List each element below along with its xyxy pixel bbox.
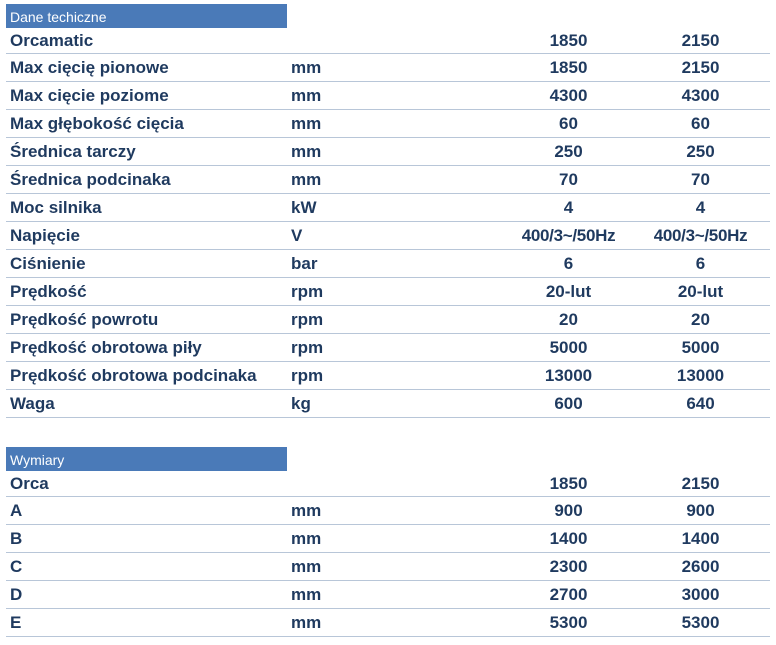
- row-value-model-1: 2300: [549, 557, 588, 576]
- row-value-model-2: 900: [686, 501, 715, 520]
- row-label: Waga: [10, 394, 55, 413]
- table-row: [6, 166, 770, 194]
- table-row: [6, 110, 770, 138]
- row-label: B: [10, 529, 23, 548]
- table-row: [6, 390, 770, 418]
- row-label: Max głębokość cięcia: [10, 114, 184, 133]
- row-label: Średnica tarczy: [10, 142, 136, 161]
- row-unit: kg: [291, 394, 311, 413]
- row-value-model-2: 4300: [681, 86, 720, 105]
- row-value-model-1: 1850: [549, 474, 588, 493]
- row-value-model-1: 20-lut: [545, 282, 592, 301]
- row-value-model-2: 3000: [681, 585, 720, 604]
- row-unit: mm: [291, 585, 322, 604]
- table-row: [6, 525, 770, 553]
- row-value-model-1: 4300: [549, 86, 588, 105]
- row-value-model-1: 6: [563, 254, 574, 273]
- dimensions-section: [6, 447, 770, 637]
- row-label: Prędkość obrotowa podcinaka: [10, 366, 257, 385]
- tech-specs-table: [6, 28, 770, 418]
- table-row: [6, 82, 770, 110]
- row-value-model-2: 6: [695, 254, 706, 273]
- row-unit: mm: [291, 86, 322, 105]
- row-value-model-1: 13000: [544, 366, 593, 385]
- table-row: [6, 581, 770, 609]
- row-label: Max cięcię pionowe: [10, 58, 169, 77]
- row-value-model-1: 4: [563, 198, 574, 217]
- row-value-model-2: 2150: [681, 31, 720, 50]
- row-value-model-2: 400/3~/50Hz: [653, 226, 748, 245]
- row-label: Orcamatic: [10, 31, 94, 50]
- row-label: Napięcie: [10, 226, 80, 245]
- table-row: [6, 362, 770, 390]
- row-value-model-2: 250: [686, 142, 715, 161]
- table-row: [6, 138, 770, 166]
- table-row: [6, 306, 770, 334]
- row-unit: rpm: [291, 310, 324, 329]
- table-row: [6, 194, 770, 222]
- row-label: A: [10, 501, 23, 520]
- row-value-model-1: 600: [554, 394, 583, 413]
- table-row: [6, 278, 770, 306]
- row-value-model-2: 5000: [681, 338, 720, 357]
- row-unit: rpm: [291, 338, 324, 357]
- row-value-model-2: 20: [691, 310, 710, 329]
- tech-specs-section: [6, 4, 770, 418]
- row-label: Ciśnienie: [10, 254, 86, 273]
- row-label: C: [10, 557, 23, 576]
- row-value-model-1: 70: [559, 170, 578, 189]
- table-row: [6, 609, 770, 637]
- table-row: [6, 222, 770, 250]
- row-value-model-1: 60: [559, 114, 578, 133]
- row-value-model-2: 640: [686, 394, 715, 413]
- row-unit: mm: [291, 557, 322, 576]
- tech-specs-header: Dane techiczne: [6, 4, 287, 28]
- row-value-model-2: 70: [691, 170, 710, 189]
- row-unit: kW: [291, 198, 317, 217]
- row-unit: mm: [291, 529, 322, 548]
- row-unit: mm: [291, 613, 322, 632]
- row-unit: bar: [291, 254, 318, 273]
- row-unit: V: [291, 226, 303, 245]
- row-value-model-2: 13000: [676, 366, 725, 385]
- row-value-model-2: 5300: [681, 613, 720, 632]
- dimensions-header: Wymiary: [6, 447, 287, 471]
- table-row: [6, 334, 770, 362]
- row-value-model-2: 2150: [681, 58, 720, 77]
- row-value-model-1: 1400: [549, 529, 588, 548]
- row-label: D: [10, 585, 23, 604]
- row-value-model-1: 5000: [549, 338, 588, 357]
- row-value-model-1: 1850: [549, 31, 588, 50]
- table-row: [6, 553, 770, 581]
- row-label: Średnica podcinaka: [10, 170, 171, 189]
- table-row: [6, 28, 770, 54]
- row-unit: mm: [291, 114, 322, 133]
- row-value-model-1: 1850: [549, 58, 588, 77]
- row-unit: mm: [291, 58, 322, 77]
- row-value-model-2: 2150: [681, 474, 720, 493]
- row-unit: rpm: [291, 366, 324, 385]
- table-row: [6, 54, 770, 82]
- table-row: [6, 471, 770, 497]
- row-unit: rpm: [291, 282, 324, 301]
- row-value-model-2: 20-lut: [677, 282, 724, 301]
- dimensions-table: [6, 471, 770, 637]
- row-label: Max cięcie poziome: [10, 86, 169, 105]
- row-label: Prędkość: [10, 282, 87, 301]
- table-row: [6, 250, 770, 278]
- row-value-model-1: 400/3~/50Hz: [521, 226, 616, 245]
- row-label: Prędkość powrotu: [10, 310, 159, 329]
- row-unit: mm: [291, 170, 322, 189]
- row-value-model-2: 2600: [681, 557, 720, 576]
- row-label: Prędkość obrotowa piły: [10, 338, 202, 357]
- table-row: [6, 497, 770, 525]
- row-value-model-1: 2700: [549, 585, 588, 604]
- row-value-model-1: 20: [559, 310, 578, 329]
- row-value-model-1: 5300: [549, 613, 588, 632]
- row-unit: mm: [291, 501, 322, 520]
- row-value-model-1: 250: [554, 142, 583, 161]
- row-label: Orca: [10, 474, 49, 493]
- row-value-model-2: 4: [695, 198, 706, 217]
- row-label: Moc silnika: [10, 198, 102, 217]
- row-value-model-2: 1400: [681, 529, 720, 548]
- row-unit: mm: [291, 142, 322, 161]
- row-label: E: [10, 613, 22, 632]
- row-value-model-2: 60: [691, 114, 710, 133]
- row-value-model-1: 900: [554, 501, 583, 520]
